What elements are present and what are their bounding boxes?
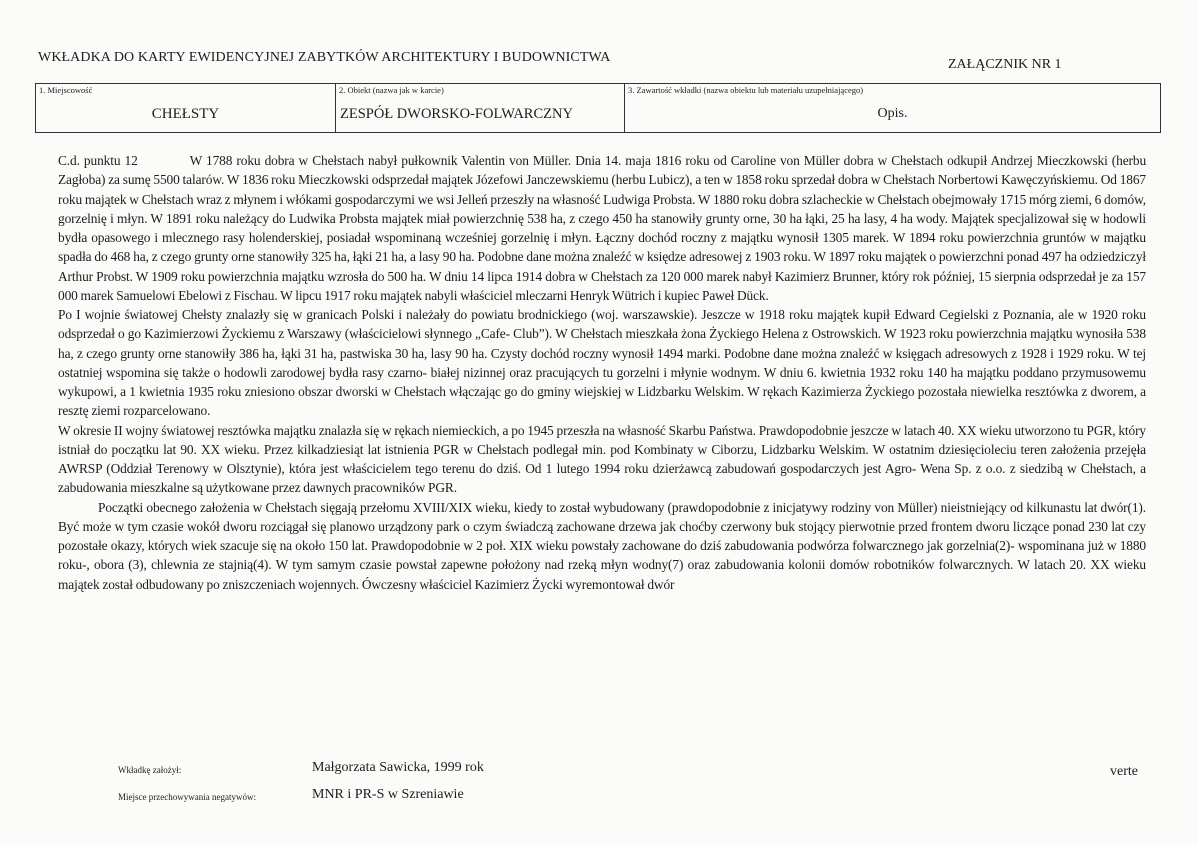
author-label: Wkładkę założył: (118, 765, 182, 775)
content-label: 3. Zawartość wkładki (nazwa obiektu lub materiału uzupełniającego) (628, 85, 864, 95)
object-value: ZESPÓŁ DWORSKO-FOLWARCZNY (340, 106, 573, 122)
description-body (58, 151, 1146, 594)
paragraph-2: Po I wojnie światowej Chełsty znalazły się w granicach Polski i należały do powiatu brodnickiego (woj. warszawskie). Jeszcze w 1918 roku majątek kupił Edward Cegielski z Poznania, ale w 1920 roku odsprzedał o go Kazimierzowi Życkiemu z Warszawy (właścicielowi słynnego „Cafe- Club”). W Chełstach mieszkała żona Życkiego Helena z Ostrowskich. W 1923 roku powierzchnia majątku wynosiła 538 ha, z czego grunty orne stanowiły 386 ha, łąki 31 ha, pastwiska 30 ha, lasy 90 ha. Czysty dochód roczny wynosił 1494 marki. Podobne dane można znaleźć w księgach adresowych z 1928 i 1929 roku. W tej ostatniej wspomina się także o hodowli zarodowej bydła rasy czarno- białej nizinnej oraz pracujących tu gorzelni i młynie wodnym. W dniu 6. kwietnia 1932 roku 140 ha majątku poddano przymusowemu wykupowi, a 1 kwietnia 1935 roku zniesiono obszar dworski w Chełstach włączając go do gminy wiejskiej w Lidzbarku Welskim. W rękach Kazimierza Życkiego pozostała niewielka resztówka z dworem, a resztę ziemi rozparcelowano. (58, 307, 1146, 419)
paragraph-1 (58, 151, 1146, 305)
storage-label: Miejsce przechowywania negatywów: (118, 792, 256, 802)
verte-note: verte (1110, 764, 1138, 779)
storage-value: MNR i PR-S w Szreniawie (312, 787, 464, 802)
paragraph-4 (58, 498, 1146, 594)
content-cell (625, 84, 1160, 132)
author-value: Małgorzata Sawicka, 1999 rok (312, 760, 484, 775)
document-title: WKŁADKA DO KARTY EWIDENCYJNEJ ZABYTKÓW ARCHITEKTURY I BUDOWNICTWA (38, 50, 611, 65)
intro-label: C.d. punktu 12 (58, 153, 138, 168)
header-table (35, 83, 1161, 133)
object-label: 2. Obiekt (nazwa jak w karcie) (339, 85, 444, 95)
locality-label: 1. Miejscowość (39, 85, 93, 95)
object-cell (336, 84, 625, 132)
annex-number: ZAŁĄCZNIK NR 1 (948, 57, 1062, 72)
paragraph-4-text: Początki obecnego założenia w Chełstach sięgają przełomu XVIII/XIX wieku, kiedy to został wybudowany (prawdopodobnie z inicjatywy rodziny von Müller) nieistniejący od kilkunastu lat dwór(1). Być może w tym czasie wokół dworu rozciągał się planowo urządzony park o czym świadczą zachowane drzewa jak choćby czerwony buk stojący pierwotnie przed frontem dworu liczące ponad 230 lat czy pozostałe okazy, których wiek szacuje się na około 150 lat. Prawdopodobnie w 2 poł. XIX wieku powstały zachowane do dziś zabudowania podwórza folwarcznego jak gorzelnia(2)- wspominana już w 1880 roku-, obora (3), chlewnia ze stajnią(4). W tym samym czasie powstał zapewne położony nad rzeką młyn wodny(7) oraz zabudowania kolonii domów robotników folwarcznych. W latach 20. XX wieku majątek został odbudowany po zniszczeniach wojennych. Ówczesny właściciel Kazimierz Życki wyremontował dwór (58, 499, 1146, 592)
paragraph-3: W okresie II wojny światowej resztówka majątku znalazła się w rękach niemieckich, a po 1945 przeszła na własność Skarbu Państwa. Prawdopodobnie jeszcze w latach 40. XX wieku utworzono tu PGR, który istniał do początku lat 90. XX wieku. Przez kilkadziesiąt lat istnienia PGR w Chełstach podlegał min. pod Kombinaty w Ciborzu, Lidzbarku Welskim. W ostatnim dziesięcioleciu teren założenia przejęła AWRSP (Oddział Terenowy w Olsztynie), która jest właścicielem tego terenu do dziś. Od 1 lutego 1994 roku dzierżawcą zabudowań gospodarczych jest Agro- Wena Sp. z o.o. z siedzibą w Chełstach, a zabudowania mieszkalne są użytkowane przez dawnych pracowników PGR. (58, 422, 1146, 496)
paragraph-1-text: W 1788 roku dobra w Chełstach nabył pułkownik Valentin von Müller. Dnia 14. maja 1816 roku od Caroline von Müller dobra w Chełstach odkupił Andrzej Mieczkowski (herbu Zagłoba) za sumę 5500 talarów. W 1836 roku Mieczkowski odsprzedał majątek Józefowi Janczewskiemu (herbu Lubicz), a ten w 1858 roku sprzedał dobra w Chełstach Norbertowi Kawęczyńskiemu. Od 1867 roku majątek w Chełstach wraz z młynem i włókami gospodarczymi we wsi Jelleń przeszły na własność Ludwiga Probsta. W 1880 roku dobra szlacheckie w Chełstach obejmowały 1715 mórg ziemi, 6 domów, gorzelnię i młyn. W 1891 roku należący do Ludwika Probsta majątek miał powierzchnię 538 ha, z czego 450 ha stanowiły grunty orne, 30 ha łąki, 25 ha lasy, 4 ha wody. Majątek specjalizował się w hodowli bydła opasowego i mlecznego rasy holenderskiej, posiadał wspominaną wcześniej gorzelnię i młyn. Łączny dochód roczny z majątku wynosił 1305 marek. W 1894 roku powierzchnia gruntów w majątku spadła do 468 ha, z czego grunty orne stanowiły 325 ha, łąki 21 ha, a lasy 90 ha. Podobne dane można znaleźć w księdze adresowej z 1903 roku. W 1897 roku majątek o powierzchni ponad 497 ha odziedziczył Arthur Probst. W 1909 roku powierzchnia majątku wzrosła do 500 ha. W dniu 14 lipca 1914 dobra w Chełstach za 120 000 marek nabył Kazimierz Brunner, który rok później, 15 sierpnia odsprzedał je za 157 000 marek Samuelowi Ebelowi z Fischau. W lipcu 1917 roku majątek nabyli właściciel mleczarni Henryk Wütrich i kupiec Paweł Dück. (58, 153, 1147, 303)
locality-value: CHEŁSTY (151, 106, 220, 122)
content-value: Opis. (877, 106, 908, 121)
locality-cell (36, 84, 336, 132)
